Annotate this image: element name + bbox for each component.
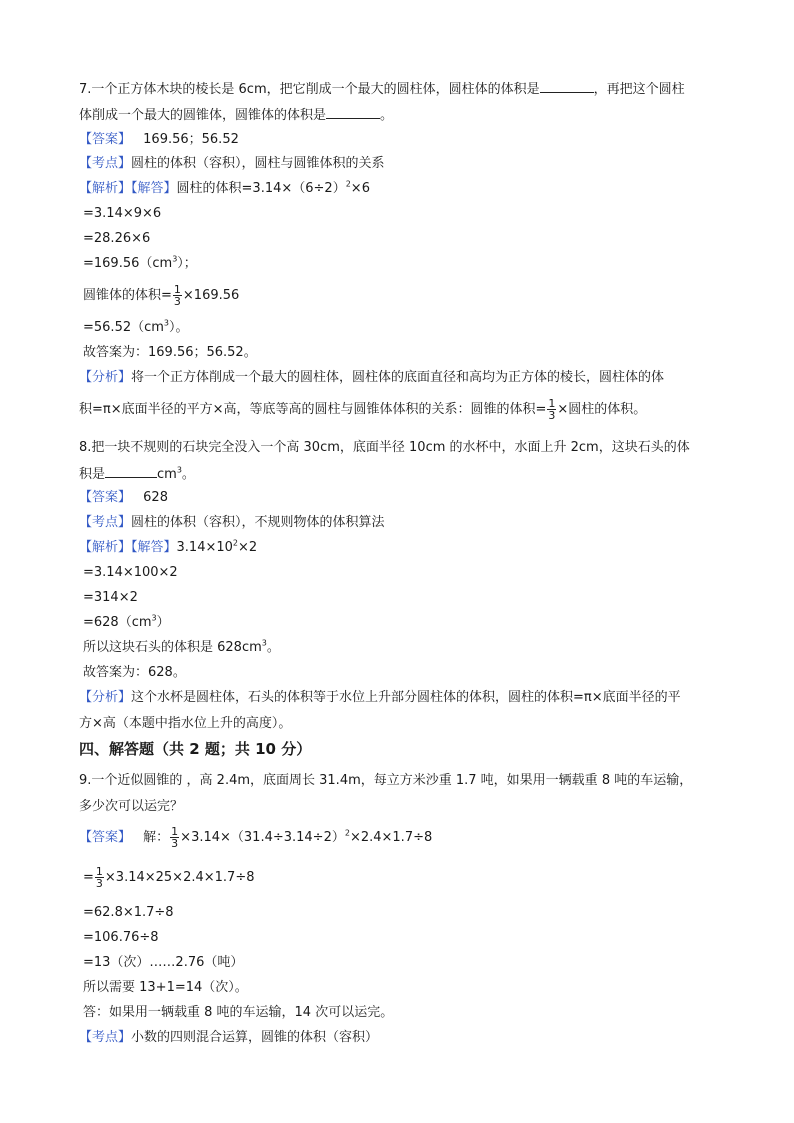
q7-blank-1 (540, 80, 594, 93)
q9-answer-tail: ×2.4×1.7÷8 (349, 830, 433, 845)
answer-label: 【答案】 (79, 132, 132, 147)
q8-step-3-text: =628（cm (83, 615, 152, 630)
q9-step-1-prefix: = (83, 870, 94, 885)
q8-blank (105, 465, 157, 478)
q9-answer (79, 826, 432, 850)
q8-stem-sup: 3 (176, 465, 182, 475)
q7-stem-text-b: ，再把这个圆柱 (593, 82, 685, 97)
q7-explain-fraction (547, 398, 556, 421)
q8-step-3 (83, 615, 170, 631)
q7-solve-sup: 2 (345, 179, 351, 189)
q7-step-5-sup: 3 (163, 318, 170, 328)
q7-explain-line1 (79, 370, 664, 386)
q7-step-3-sup: 3 (172, 254, 178, 264)
q7-stem-text-d: 。 (380, 108, 394, 123)
q8-stem-text-a: 积是 (79, 467, 106, 482)
fraction-numerator: 1 (95, 865, 103, 878)
q9-point (79, 1030, 378, 1046)
q9-answer-expr: ×3.14×（31.4÷3.14÷2） (180, 830, 345, 845)
q7-step-5 (83, 320, 189, 336)
answer-label: 【答案】 (79, 490, 132, 505)
q7-step-3 (83, 256, 197, 272)
q7-step-6: 故答案为：169.56；56.52。 (83, 345, 257, 360)
q7-explain-text-1: 将一个正方体削成一个最大的圆柱体，圆柱体的底面直径和高均为正方体的棱长，圆柱体的体 (131, 370, 665, 385)
q7-solve-tail: ×6 (350, 181, 370, 196)
q7-point-text: 圆柱的体积（容积），圆柱与圆锥体积的关系 (131, 156, 385, 171)
q7-solve-text: 圆柱的体积=3.14×（6÷2） (176, 181, 346, 196)
q9-stem-line2: 多少次可以运完？ (79, 799, 184, 814)
q9-step-5: 所以需要 13+1=14（次）。 (83, 980, 248, 995)
q7-step-4-tail: ×169.56 (182, 288, 240, 303)
q7-step-5-tail: ）。 (169, 320, 189, 335)
q8-answer (79, 490, 168, 506)
fraction-denominator: 3 (173, 295, 181, 308)
q9-step-4: =13（次）……2.76（吨） (83, 955, 244, 970)
answer-label: 【答案】 (79, 830, 132, 845)
point-label: 【考点】 (79, 1030, 132, 1045)
q9-answer-fraction (170, 826, 179, 849)
fraction-numerator: 1 (173, 283, 181, 296)
q9-stem-line1: 9.一个近似圆锥的 ，高 2.4m，底面周长 31.4m，每立方米沙重 1.7 吨，如果用一辆载重 8 吨的车运输， (79, 773, 693, 788)
q7-explain-text-3: ×圆柱的体积。 (557, 402, 647, 417)
explain-label: 【分析】 (79, 370, 132, 385)
fraction-denominator: 3 (95, 877, 103, 890)
q9-step-1 (83, 866, 254, 890)
q9-step-2: =62.8×1.7÷8 (83, 905, 174, 920)
q9-answer-prefix: 解： (143, 830, 170, 845)
q8-stem-unit: cm (157, 467, 177, 482)
q8-step-4-tail: 。 (266, 640, 280, 655)
q7-stem-text-a: 7.一个正方体木块的棱长是 6cm，把它削成一个最大的圆柱体，圆柱体的体积是 (79, 82, 540, 97)
q7-step-4-text: 圆锥体的体积= (83, 288, 172, 303)
explain-label: 【分析】 (79, 690, 132, 705)
analysis-label: 【解析】 (79, 540, 132, 555)
q8-explain-line1 (79, 690, 681, 706)
q9-answer-sup: 2 (344, 828, 350, 838)
q8-point-text: 圆柱的体积（容积），不规则物体的体积算法 (131, 515, 385, 530)
q7-explain-text-2: 积=π×底面半径的平方×高，等底等高的圆柱与圆锥体体积的关系：圆锥的体积= (79, 402, 547, 417)
q7-step-4-fraction (173, 284, 182, 307)
q8-step-4-sup: 3 (261, 638, 267, 648)
q8-step-2: =314×2 (83, 590, 138, 605)
q7-step-5-text: =56.52（cm (83, 320, 164, 335)
q8-step-3-tail: ） (156, 615, 170, 630)
analysis-label: 【解析】 (79, 181, 132, 196)
q7-step-2: =28.26×6 (83, 231, 151, 246)
q7-point (79, 156, 385, 172)
q8-solve-text: 3.14×10 (176, 540, 233, 555)
q7-step-3-tail: ）； (177, 256, 197, 271)
point-label: 【考点】 (79, 515, 132, 530)
fraction-numerator: 1 (171, 825, 179, 838)
q8-stem-line2 (79, 465, 195, 483)
q8-solve-sup: 2 (232, 538, 239, 548)
q9-step-6: 答：如果用一辆载重 8 吨的车运输，14 次可以运完。 (83, 1005, 394, 1020)
solve-label: 【解答】 (131, 540, 177, 555)
q7-step-1: =3.14×9×6 (83, 206, 162, 221)
q7-blank-2 (326, 106, 380, 119)
section-heading: 四、解答题（共 2 题；共 10 分） (79, 740, 312, 758)
q8-analysis (79, 540, 257, 556)
fraction-denominator: 3 (548, 409, 556, 422)
q8-step-1: =3.14×100×2 (83, 565, 178, 580)
q7-analysis (79, 181, 370, 197)
q9-step-3: =106.76÷8 (83, 930, 159, 945)
q7-answer (79, 132, 239, 148)
solve-label: 【解答】 (131, 181, 177, 196)
q8-stem-end: 。 (181, 467, 195, 482)
q8-step-3-sup: 3 (151, 613, 157, 623)
q8-step-4-text: 所以这块石头的体积是 628cm (83, 640, 262, 655)
q7-stem-text-c: 体削成一个最大的圆锥体，圆锥体的体积是 (79, 108, 327, 123)
q8-stem-line1: 8.把一块不规则的石块完全没入一个高 30cm，底面半径 10cm 的水杯中，水面上升 2cm，这块石头的体 (79, 440, 690, 455)
q8-answer-value: 628 (143, 490, 168, 505)
fraction-denominator: 3 (171, 837, 179, 850)
q7-step-4 (83, 284, 239, 308)
q7-stem-line1 (79, 80, 685, 98)
q8-explain-text-1: 这个水杯是圆柱体，石头的体积等于水位上升部分圆柱体的体积，圆柱的体积=π×底面半径的平 (131, 690, 681, 705)
q7-stem-line2 (79, 106, 393, 124)
q7-step-3-text: =169.56（cm (83, 256, 173, 271)
q8-point (79, 515, 385, 531)
q9-point-text: 小数的四则混合运算，圆锥的体积（容积） (131, 1030, 379, 1045)
q7-answer-value: 169.56；56.52 (143, 132, 239, 147)
q8-step-5: 故答案为：628。 (83, 665, 186, 680)
q9-step-1-tail: ×3.14×25×2.4×1.7÷8 (104, 870, 255, 885)
point-label: 【考点】 (79, 156, 132, 171)
q9-step-1-fraction (95, 866, 104, 889)
q8-step-4 (83, 640, 280, 656)
q8-solve-tail: ×2 (238, 540, 258, 555)
q8-explain-line2: 方×高（本题中指水位上升的高度）。 (79, 716, 292, 731)
fraction-numerator: 1 (548, 397, 556, 410)
q7-explain-line2 (79, 398, 646, 422)
